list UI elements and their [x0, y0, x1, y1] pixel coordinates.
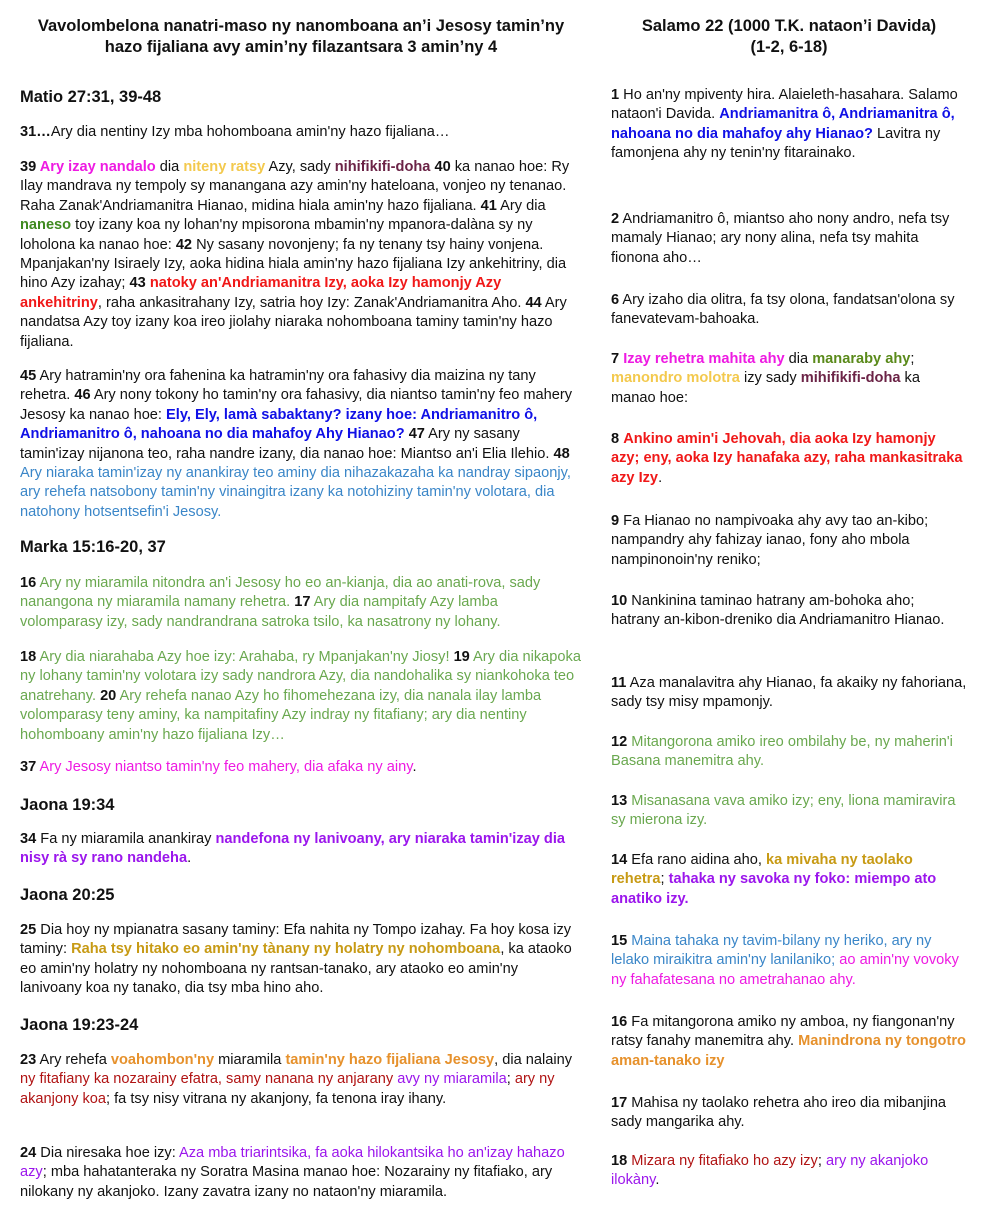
- verse-number: 17: [611, 1095, 628, 1111]
- section-heading: Matio 27:31, 39-48: [20, 88, 162, 106]
- verse-text: ;: [817, 1153, 826, 1169]
- verse-paragraph: [611, 1013, 967, 1071]
- verse-number: 19: [453, 649, 470, 665]
- verse-text: .: [658, 469, 663, 486]
- verse-text: , raha ankasitrahany Izy, satria hoy Izy: Zanak'Andriamanitra Aho.: [97, 294, 526, 311]
- verse-number: 18: [20, 649, 37, 665]
- verse-number: 12: [611, 734, 628, 750]
- verse-text: Fa Hianao no nampivoaka ahy avy tao an-kibo; nampandry ahy fahizay ianao, fony aho mbola nampinonoin'ny reniko;: [611, 513, 929, 568]
- verse-text: Andriamanitro ô, miantso aho nony andro, nefa tsy mamaly Hianao; ary nony alina, nefa tsy mahita fionona aho…: [611, 211, 950, 266]
- verse-text: .: [655, 1172, 660, 1189]
- verse-text: dia: [784, 351, 813, 367]
- verse-paragraph: [20, 367, 582, 522]
- verse-paragraph: [611, 430, 967, 488]
- verse-text: ary ny akanjony koa: [20, 1071, 555, 1107]
- verse-number: 34: [20, 831, 37, 847]
- verse-text: ;: [660, 871, 669, 888]
- left-title: Vavolombelona nanatri-maso ny nanomboana an’i Jesosy tamin’ny hazo fijaliana avy amin’ny filazantsara 3 amin’ny 4: [37, 17, 565, 56]
- verse-paragraph: [20, 758, 582, 777]
- verse-text: nihifikifi-doha: [334, 159, 431, 175]
- verse-number: 6: [611, 292, 620, 308]
- verse-text: Lavitra ny famonjena ahy ny tenin'ny fitarainako.: [611, 125, 941, 162]
- verse-paragraph: [611, 86, 967, 164]
- verse-text: ;: [910, 351, 915, 367]
- verse-text: Mizara ny fitafiako ho azy izy: [631, 1153, 818, 1169]
- verse-number: 46: [74, 387, 91, 404]
- right-title: [611, 16, 967, 58]
- verse-text: Raha tsy hitako eo amin'ny tànany ny holatry ny nohomboana: [71, 941, 501, 958]
- verse-number: 45: [20, 368, 37, 384]
- verse-paragraph: [20, 830, 582, 869]
- verse-text: Ary niaraka tamin'izay ny anankiray teo aminy dia nihazakazaha ka nandray sipaonjy, ary rehefa natsobony tamin'ny vinaingitra izany ka notohiziny tamin'ny volotara, dia natohony hotsentsefin'i Jesosy.: [20, 465, 571, 520]
- verse-number: 42: [175, 236, 193, 253]
- verse-number: 44: [525, 294, 542, 311]
- verse-text: Aza manalavitra ahy Hianao, fa akaiky ny fahoriana, sady tsy misy mpamonjy.: [611, 675, 967, 711]
- verse-number: 37: [20, 759, 37, 775]
- right-column: [611, 0, 967, 1189]
- verse-text: Ely, Ely, lamà sabaktany? izany hoe: Andriamanitro ô, Andriamanitro ô, nahoana no dia mahafoy Ahy Hianao?: [20, 406, 538, 443]
- verse-number: 16: [611, 1014, 628, 1030]
- verse-number: 31…: [20, 124, 51, 140]
- verse-number: 43: [129, 275, 146, 292]
- verse-paragraph: [611, 932, 967, 990]
- verse-text: naneso: [20, 217, 72, 234]
- verse-text: Ary dia nampitafy Azy lamba volomparasy izy, sady nandrandrana satroka tsilo, ka nasatrony ny lohany.: [20, 594, 501, 630]
- verse-text: .: [412, 759, 417, 775]
- verse-text: tahaka ny savoka ny foko: miempo ato anatiko izy.: [611, 871, 937, 907]
- verse-number: 13: [611, 793, 628, 809]
- verse-text: ka manao hoe:: [611, 370, 920, 406]
- left-column: [20, 0, 582, 1200]
- verse-text: Ny sasany novonjeny; fa ny tenany tsy hainy vonjena. Mpanjakan'ny Isiraely Izy, aoka hidina hiala amin'ny hazo fijaliana Izy ankehitriny, dia hino Azy izahay;: [20, 236, 567, 292]
- verse-text: Ary nandatsa Azy toy izany koa ireo jiolahy niaraka nohomboana taminy tamin'ny hazo fijaliana.: [20, 294, 567, 350]
- verse-text: Ary dia nentiny Izy mba hohomboana amin'ny hazo fijaliana…: [50, 124, 450, 140]
- verse-paragraph: [611, 512, 967, 570]
- verse-paragraph: [20, 123, 582, 142]
- verse-text: Mitangorona amiko ireo ombilahy be, ny maherin'i Basana manemitra ahy.: [611, 734, 953, 770]
- verse-text: Misanasana vava amiko izy; eny, liona mamiravira sy mierona izy.: [611, 793, 956, 829]
- verse-text: ny fitafiany ka nozarainy efatra, samy nanana ny anjarany: [20, 1071, 394, 1088]
- verse-text: Ary rehefa: [36, 1052, 111, 1068]
- section-heading: Jaona 19:23-24: [20, 1016, 139, 1034]
- verse-text: , ka ataoko eo amin'ny holatry ny nohomboana ny rantsan-tanako, ary ataoko eo amin'ny lanivoany koa ny tanako, dia tsy mba hino aho.: [20, 941, 572, 997]
- right-title-line2: (1-2, 6-18): [750, 38, 828, 56]
- verse-number: 48: [553, 445, 570, 462]
- verse-text: Dia hoy ny mpianatra sasany taminy: Efa nahita ny Tompo izahay. Fa hoy kosa izy taminy:: [20, 922, 572, 958]
- verse-number: 9: [611, 513, 620, 529]
- verse-number: 7: [611, 351, 620, 367]
- verse-text: manondro molotra: [611, 370, 740, 387]
- verse-paragraph: [611, 733, 967, 772]
- verse-paragraph: [611, 592, 967, 631]
- verse-text: izy sady: [739, 370, 801, 387]
- verse-number: 2: [611, 211, 620, 227]
- verse-text: Ary dia nikapoka ny lohany tamin'ny volotara izy sady nandrora Azy, dia nandohalika sy niankohoka teo anatrehany.: [20, 649, 581, 704]
- verse-text: toy izany koa ny lohan'ny mpisorona mbamin'ny mpanora-dalàna sy ny loholona ka nanao hoe:: [20, 217, 533, 253]
- verse-number: 25: [20, 922, 37, 938]
- verse-text: Andriamanitra ô, Andriamanitra ô, nahoana no dia mahafoy ahy Hianao?: [611, 106, 955, 142]
- verse-text: Ary izaho dia olitra, fa tsy olona, fandatsan'olona sy fanevatevam-bahoaka.: [611, 292, 955, 328]
- verse-text: ao amin'ny vovoky ny fahafatesana no ametrahanao ahy.: [611, 952, 959, 988]
- verse-text: Ary izay nandalo: [39, 159, 156, 175]
- verse-text: Efa rano aidina aho,: [627, 852, 766, 868]
- verse-text: ka nanao hoe: Ry Ilay mandrava ny tempoly sy manangana azy amin'ny hateloana, vonjeo ny tenanao. Raha Zanak'Andriamanitra Hianao, midina hiala amin'ny hazo fijaliana.: [20, 159, 570, 214]
- verse-text: miaramila: [214, 1052, 286, 1068]
- verse-number: 8: [611, 431, 620, 447]
- verse-text: ; fa tsy nisy vitrana ny akanjony, fa tenona iray ihany.: [106, 1090, 447, 1107]
- verse-text: Ary nony tokony ho tamin'ny ora fahasivy, dia niantso tamin'ny feo mahery Jesosy ka nanao hoe:: [20, 387, 573, 423]
- verse-text: Ankino amin'i Jehovah, dia aoka Izy hamonjy azy; eny, aoka Izy hanafaka azy, raha mankasitraka azy Izy: [611, 431, 963, 486]
- verse-paragraph: [20, 1051, 582, 1109]
- verse-number: 23: [20, 1052, 37, 1068]
- verse-paragraph: [611, 851, 967, 909]
- verse-paragraph: [611, 792, 967, 831]
- verse-number: 20: [100, 687, 117, 704]
- verse-text: Ary ny sasany tamin'izay nijanona teo, raha nandre izany, dia nanao hoe: Miantso an'i Elia Ilehio.: [20, 426, 554, 462]
- verse-paragraph: [20, 158, 582, 352]
- verse-paragraph: [611, 210, 967, 268]
- verse-paragraph: [20, 1144, 582, 1202]
- verse-paragraph: [611, 1094, 967, 1133]
- section-heading: Jaona 19:34: [20, 796, 115, 814]
- verse-text: Fa ny miaramila anankiray: [36, 831, 216, 847]
- verse-number: 10: [611, 593, 628, 609]
- verse-paragraph: [20, 921, 582, 999]
- verse-text: voahombon'ny: [110, 1052, 215, 1068]
- verse-number: 11: [611, 675, 627, 691]
- verse-number: 41: [480, 197, 497, 214]
- verse-paragraph: [611, 1152, 967, 1191]
- verse-text: niteny ratsy: [183, 159, 266, 175]
- verse-text: Aza mba triarintsika, fa aoka hilokantsika ho an'izay hahazo azy: [20, 1145, 565, 1181]
- verse-text: Ary dia: [496, 197, 546, 214]
- verse-text: nandefona ny lanivoany, ary niaraka tamin'izay dia nisy rà sy rano nandeha: [20, 831, 565, 867]
- verse-text: ; mba hahatanteraka ny Soratra Masina manao hoe: Nozarainy ny fitafiako, ary nilokany ny akanjoko. Izany zavatra izany no nataon'ny miaramila.: [20, 1164, 553, 1200]
- verse-paragraph: [20, 574, 582, 632]
- verse-text: Fa mitangorona amiko ny amboa, ny fiangonan'ny ratsy fanahy manemitra ahy.: [611, 1014, 955, 1050]
- verse-number: 17: [294, 594, 311, 611]
- section-heading: Jaona 20:25: [20, 886, 115, 904]
- verse-paragraph: [611, 350, 967, 408]
- verse-text: Izay rehetra mahita ahy: [623, 351, 785, 367]
- verse-text: ary ny akanjoko ilokàny: [611, 1153, 929, 1189]
- verse-paragraph: [611, 291, 967, 330]
- verse-number: 16: [20, 575, 37, 591]
- verse-text: Ary dia niarahaba Azy hoe izy: Arahaba, ry Mpanjakan'ny Jiosy!: [36, 649, 454, 665]
- verse-number: 15: [611, 933, 628, 949]
- verse-text: ;: [506, 1071, 515, 1088]
- verse-text: Azy, sady: [265, 159, 335, 175]
- verse-text: Ary ny miaramila nitondra an'i Jesosy ho eo an-kianja, dia ao anati-rova, sady nanangona ny miaramila namany rehetra.: [20, 575, 541, 611]
- verse-text: Dia niresaka hoe izy:: [36, 1145, 180, 1161]
- verse-number: 39: [20, 159, 40, 175]
- verse-text: avy ny miaramila: [397, 1071, 507, 1088]
- verse-text: manaraby ahy: [812, 351, 911, 367]
- right-title-line1: Salamo 22 (1000 T.K. nataon’i Davida): [641, 17, 937, 35]
- verse-number: 40: [434, 159, 451, 175]
- verse-text: natoky an'Andriamanitra Izy, aoka Izy hamonjy Azy ankehitriny: [20, 275, 502, 311]
- verse-paragraph: [20, 648, 582, 745]
- verse-text: ka mivaha ny taolako rehetra: [611, 852, 913, 888]
- verse-text: Mahisa ny taolako rehetra aho ireo dia mibanjina sady mangarika ahy.: [611, 1095, 947, 1131]
- verse-text: mihifikifi-doha: [800, 370, 901, 387]
- verse-text: dia: [155, 159, 184, 175]
- verse-number: 47: [408, 426, 425, 443]
- verse-text: Nankinina taminao hatrany am-bohoka aho; hatrany an-kibon-dreniko dia Andriamanitro Hianao.: [611, 593, 945, 629]
- verse-paragraph: [611, 674, 967, 713]
- verse-number: 1: [611, 87, 620, 103]
- verse-text: Ary rehefa nanao Azy ho fihomehezana izy, dia nanala ilay lamba volomparasy teny aminy, ka nampitafiny Azy indray ny fitafiany; ary dia nentiny hohomboany amin'ny hazo fijaliana Izy…: [20, 687, 542, 743]
- verse-number: 24: [20, 1145, 37, 1161]
- verse-number: 18: [611, 1153, 628, 1169]
- verse-text: Ary hatramin'ny ora fahenina ka hatramin'ny ora fahasivy dia maizina ny tany rehetra.: [20, 368, 536, 404]
- verse-text: Maina tahaka ny tavim-bilany ny heriko, ary ny lelako miraikitra amin'ny lanilaniko;: [611, 933, 932, 969]
- verse-text: Ary Jesosy niantso tamin'ny feo mahery, dia afaka ny ainy: [36, 759, 413, 775]
- section-heading: Marka 15:16-20, 37: [20, 538, 166, 556]
- verse-text: , dia nalainy: [494, 1052, 572, 1068]
- verse-text: Manindrona ny tongotro aman-tanako izy: [611, 1033, 966, 1069]
- verse-number: 14: [611, 852, 628, 868]
- verse-text: .: [187, 850, 192, 867]
- verse-text: Ho an'ny mpiventy hira. Alaieleth-hasahara. Salamo nataon'i Davida.: [611, 87, 958, 123]
- verse-text: tamin'ny hazo fijaliana Jesosy: [285, 1052, 495, 1068]
